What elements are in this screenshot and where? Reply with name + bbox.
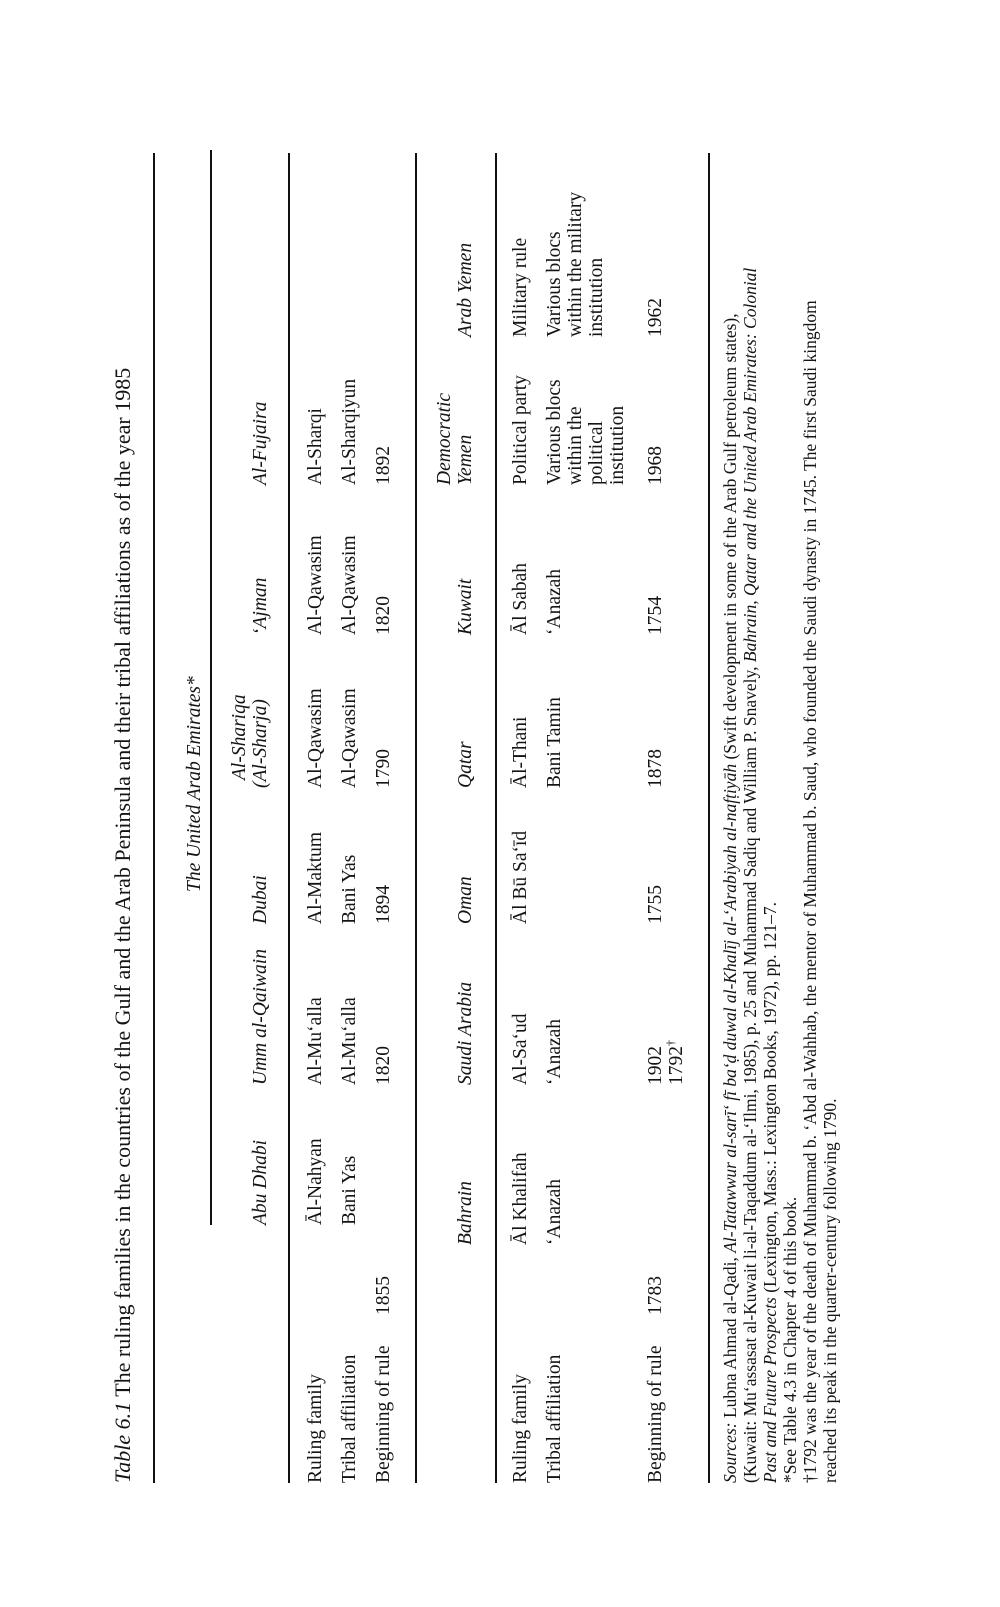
others-header-rule	[495, 153, 497, 1483]
col-arab-yemen: Arab Yemen	[455, 242, 476, 337]
dagger-note: †1792 was the year of the death of Muhammad b. ‘Abd al-Wahhab, the mentor of Muhammad b. Saud, who founded the Saudi dynasty in 1745. The first Saudi kingdom reached its peak in the quarter-century following 1790.	[800, 300, 840, 1483]
ruling-arab-yemen: Military rule	[510, 237, 531, 337]
uae-row-label-beginning-of-rule: Beginning of rule	[373, 1345, 394, 1483]
col-dubai: Dubai	[250, 875, 271, 924]
tribal-dem-yemen-line: institution	[607, 405, 628, 485]
sources-note	[720, 253, 780, 1483]
ruling-saudi-arabia: Al-Sa‘ud	[510, 1013, 531, 1085]
uae-tribal-al-fujaira: Al-Sharqiyun	[339, 378, 360, 485]
tribal-kuwait: ‘Anazah	[544, 568, 565, 635]
table-label: Table 6.1	[110, 1401, 135, 1483]
year-qatar: 1878	[645, 749, 666, 788]
col-ajman: ‘Ajman	[250, 577, 271, 635]
uae-year-ajman: 1820	[373, 596, 394, 635]
tribal-arab-yemen	[544, 192, 607, 337]
uae-ruling-al-shariqa: Al-Qawasim	[305, 688, 326, 788]
uae-row-label-ruling-family: Ruling family	[305, 1374, 326, 1483]
year-bahrain: 1783	[645, 1276, 666, 1315]
col-qatar: Qatar	[455, 741, 476, 788]
uae-ruling-ajman: Al-Qawasim	[305, 535, 326, 635]
uae-year-umm-al-qaiwain: 1820	[373, 1046, 394, 1085]
tribal-democratic-yemen	[544, 379, 628, 485]
uae-year-al-shariqa: 1790	[373, 749, 394, 788]
tribal-dem-yemen-line: political	[586, 421, 607, 485]
sources-title-ar: Al-Tatawwur al-sarī‘ fī ba‘ḍ duwal al-Khalīj al-‘Arabiyah al-nafṭiyāh	[720, 763, 740, 1253]
ruling-bahrain: Āl Khalifah	[510, 1152, 531, 1245]
uae-ruling-dubai: Al-Maktum	[305, 831, 326, 924]
col-yemen: Yemen	[455, 434, 476, 485]
tribal-qatar: Bani Tamin	[544, 697, 565, 788]
star-note: *See Table 4.3 in Chapter 4 of this book.	[780, 1196, 800, 1483]
uae-tribal-dubai: Bani Yas	[339, 854, 360, 924]
tribal-dem-yemen-line: Various blocs	[544, 379, 565, 485]
sources-label: Sources:	[720, 1422, 740, 1483]
table-bottom-rule	[708, 153, 710, 1483]
tribal-saudi-arabia: ‘Anazah	[544, 1018, 565, 1085]
col-saudi-arabia: Saudi Arabia	[455, 981, 476, 1085]
tribal-bahrain: ‘Anazah	[544, 1178, 565, 1245]
uae-header-rule	[288, 153, 290, 1483]
year-democratic-yemen: 1968	[645, 446, 666, 485]
sources-part-1: Lubna Ahmad al-Qadi,	[720, 1257, 740, 1419]
year-saudi-arabia	[645, 1040, 687, 1085]
ruling-oman: Āl Bū Sa‘īd	[510, 830, 531, 924]
col-oman: Oman	[455, 876, 476, 924]
tribal-dem-yemen-line: within the	[565, 406, 586, 485]
uae-year-abu-dhabi: 1855	[373, 1276, 394, 1315]
year-arab-yemen: 1962	[645, 298, 666, 337]
year-kuwait: 1754	[645, 596, 666, 635]
uae-row-label-tribal-affiliation: Tribal affiliation	[339, 1354, 360, 1483]
uae-group-rule	[210, 150, 212, 1225]
col-al-shariqa: Al-Shariqa	[229, 694, 250, 780]
uae-bottom-rule	[415, 153, 417, 1483]
uae-group-header: The United Arab Emirates*	[184, 676, 205, 892]
others-row-label-beginning-of-rule: Beginning of rule	[645, 1345, 666, 1483]
sources-title-en: Bahrain, Qatar and the United Arab Emirates: Colonial Past and Future Prospects	[740, 267, 780, 1483]
uae-tribal-umm-al-qaiwain: Al-Mu‘alla	[339, 997, 360, 1085]
table-title	[110, 368, 136, 1483]
year-saudi-first: 1902	[645, 1046, 666, 1085]
dagger-mark: †	[663, 1040, 678, 1046]
sources-part-2: (Swift development in some of the Arab Gulf petroleum states), (Kuwait: Mu‘assasat al-Kuwait li-al-Taqaddum al-‘Ilmi, 1985), p. 25 and Muhammad Sadiq and William P. Snavely,	[720, 313, 760, 1483]
uae-ruling-umm-al-qaiwain: Al-Mu‘alla	[305, 997, 326, 1085]
uae-tribal-ajman: Al-Qawasim	[339, 535, 360, 635]
others-row-label-tribal-affiliation: Tribal affiliation	[544, 1354, 565, 1483]
ruling-democratic-yemen: Political party	[510, 375, 531, 485]
col-abu-dhabi: Abu Dhabi	[250, 1139, 271, 1225]
uae-year-al-fujaira: 1892	[373, 446, 394, 485]
tribal-arab-yemen-line: Various blocs	[544, 231, 565, 337]
ruling-qatar: Āl-Thani	[510, 716, 531, 788]
uae-tribal-abu-dhabi: Bani Yas	[339, 1155, 360, 1225]
top-rule	[153, 153, 155, 1483]
uae-year-dubai: 1894	[373, 885, 394, 924]
col-umm-al-qaiwain: Umm al-Qaiwain	[250, 949, 271, 1085]
col-al-fujaira: Al-Fujaira	[250, 401, 271, 485]
year-saudi-second-value: 1792	[666, 1046, 687, 1085]
footnotes	[720, 253, 840, 1483]
year-saudi-second	[663, 1040, 687, 1085]
tribal-arab-yemen-line: within the military	[565, 191, 586, 337]
tribal-arab-yemen-line: institution	[586, 257, 607, 337]
uae-ruling-abu-dhabi: Āl-Nahyan	[305, 1138, 326, 1225]
col-democratic: Democratic	[434, 392, 455, 485]
col-kuwait: Kuwait	[455, 578, 476, 635]
sources-part-3: (Lexington, Mass.: Lexington Books, 1972), pp. 121–7.	[760, 901, 780, 1293]
uae-tribal-al-shariqa: Al-Qawasim	[339, 688, 360, 788]
col-bahrain: Bahrain	[455, 1181, 476, 1245]
rotated-page	[110, 145, 870, 1525]
uae-ruling-al-fujaira: Al-Sharqi	[305, 408, 326, 485]
ruling-kuwait: Āl Sabah	[510, 562, 531, 635]
year-oman: 1755	[645, 885, 666, 924]
table-title-text: The ruling families in the countries of the Gulf and the Arab Peninsula and their tribal affiliations as of the year 1985	[110, 367, 135, 1397]
others-row-label-ruling-family: Ruling family	[510, 1374, 531, 1483]
col-al-sharja: (Al-Sharja)	[250, 699, 271, 788]
